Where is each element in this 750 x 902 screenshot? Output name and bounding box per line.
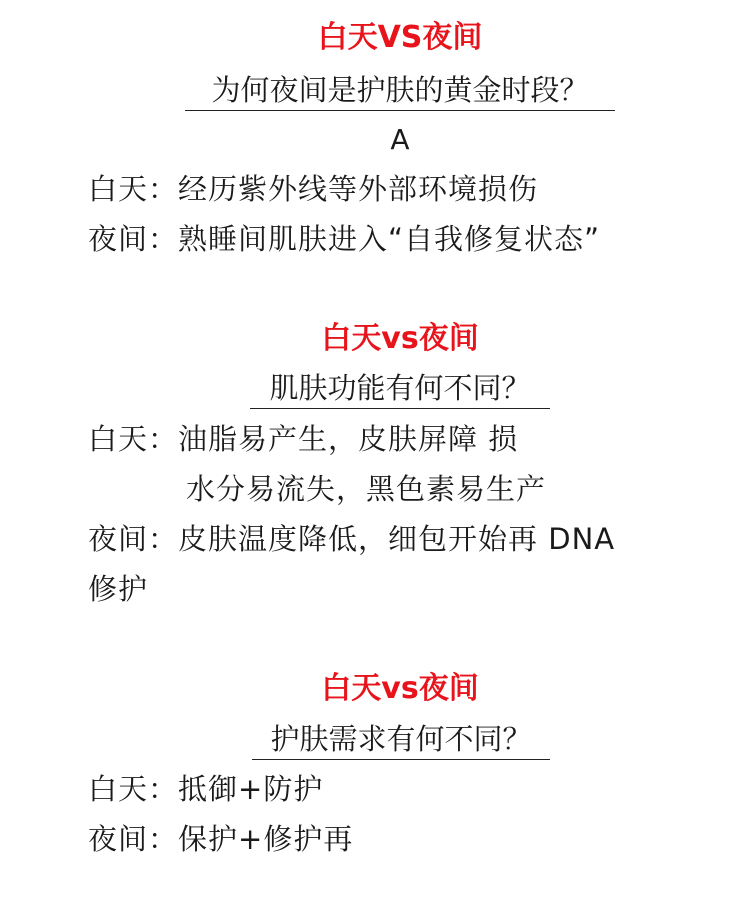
line-label: 夜间： <box>88 222 179 256</box>
line-label: 白天： <box>88 172 179 206</box>
section-3-question: 护肤需求有何不同？ <box>252 721 550 760</box>
section-3-line-1 <box>88 771 323 807</box>
line-label: 白天： <box>88 422 179 456</box>
line-text: 水分易流失，黑色素易生产 <box>186 472 547 506</box>
section-2-title: 白天vs夜间 <box>321 321 479 356</box>
section-2-line-3 <box>88 521 615 557</box>
line-text: 油脂易产生，皮肤屏障 损 <box>178 422 519 456</box>
section-1-title: 白天VS夜间 <box>317 20 483 55</box>
line-text: 抵御+防护 <box>178 772 324 806</box>
section-2-line-4 <box>88 571 148 607</box>
section-2-question: 肌肤功能有何不同？ <box>250 370 550 409</box>
line-text: 皮肤温度降低，细包开始再 DNA <box>178 522 616 556</box>
section-1-question: 为何夜间是护肤的黄金时段？ <box>185 72 615 111</box>
line-label: 白天： <box>88 772 179 806</box>
section-1-line-2 <box>88 221 600 257</box>
section-1-letter: A <box>390 123 410 156</box>
section-2-line-2 <box>186 471 546 507</box>
line-text: 经历紫外线等外部环境损伤 <box>178 172 539 206</box>
line-text: 熟睡间肌肤进入“自我修复状态” <box>178 222 601 256</box>
section-3-title: 白天vs夜间 <box>321 671 479 706</box>
line-label: 夜间： <box>88 522 179 556</box>
line-text: 保护+修护再 <box>178 822 354 856</box>
section-1-line-1 <box>88 171 538 207</box>
line-label: 夜间： <box>88 822 179 856</box>
section-2-line-1 <box>88 421 518 457</box>
section-3-line-2 <box>88 821 353 857</box>
line-text: 修护 <box>88 572 149 606</box>
